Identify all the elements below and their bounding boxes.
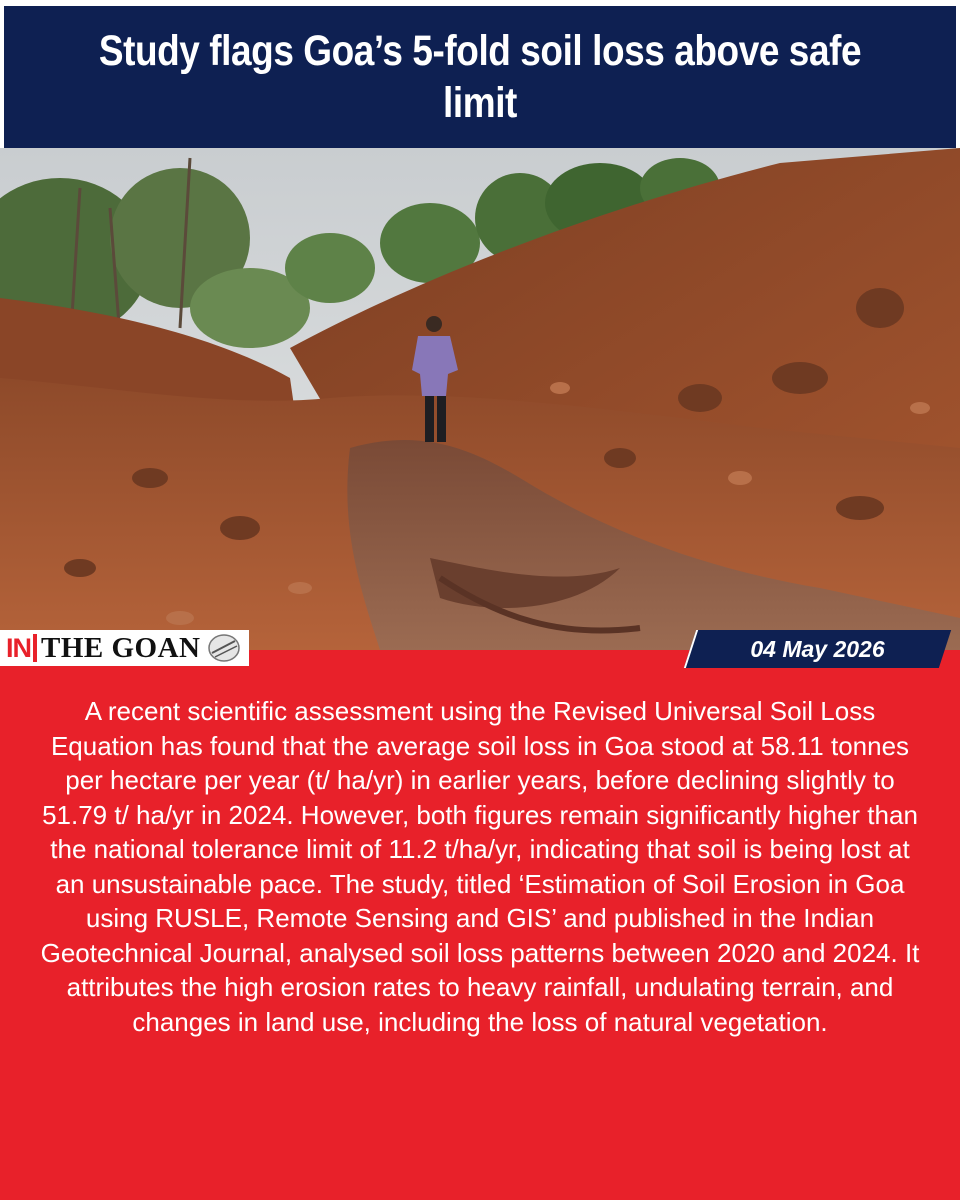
headline: Study flags Goa’s 5-fold soil loss above safe limit: [98, 27, 862, 127]
brand-prefix: IN: [6, 632, 31, 663]
brand-name: THE GOAN: [41, 631, 201, 664]
headline-banner: [0, 0, 960, 150]
publish-date: 04 May 2026: [750, 636, 885, 662]
publisher-brand: [0, 630, 249, 666]
article-body: A recent scientific assessment using the Revised Universal Soil Loss Equation has found that the average soil loss in Goa stood at 58.11 tonnes per hectare per year (t/ ha/yr) in earlier years, before declining slightly to 51.79 t/ ha/yr in 2024. However, both figures remain significantly higher than the national tolerance limit of 11.2 t/ha/yr, indicating that soil is being lost at an unsustainable pace. The study, titled ‘Estimation of Soil Erosion in Goa using RUSLE, Remote Sensing and GIS’ and published in the Indian Geotechnical Journal, analysed soil loss patterns between 2020 and 2024. It attributes the high erosion rates to heavy rainfall, undulating terrain, and changes in land use, including the loss of natural vegetation.: [40, 696, 920, 1037]
date-tag: [690, 630, 945, 668]
headline-box: [4, 6, 956, 148]
brand-divider: [33, 634, 37, 662]
news-photo: [0, 148, 960, 650]
brand-logo-icon: [207, 633, 241, 663]
